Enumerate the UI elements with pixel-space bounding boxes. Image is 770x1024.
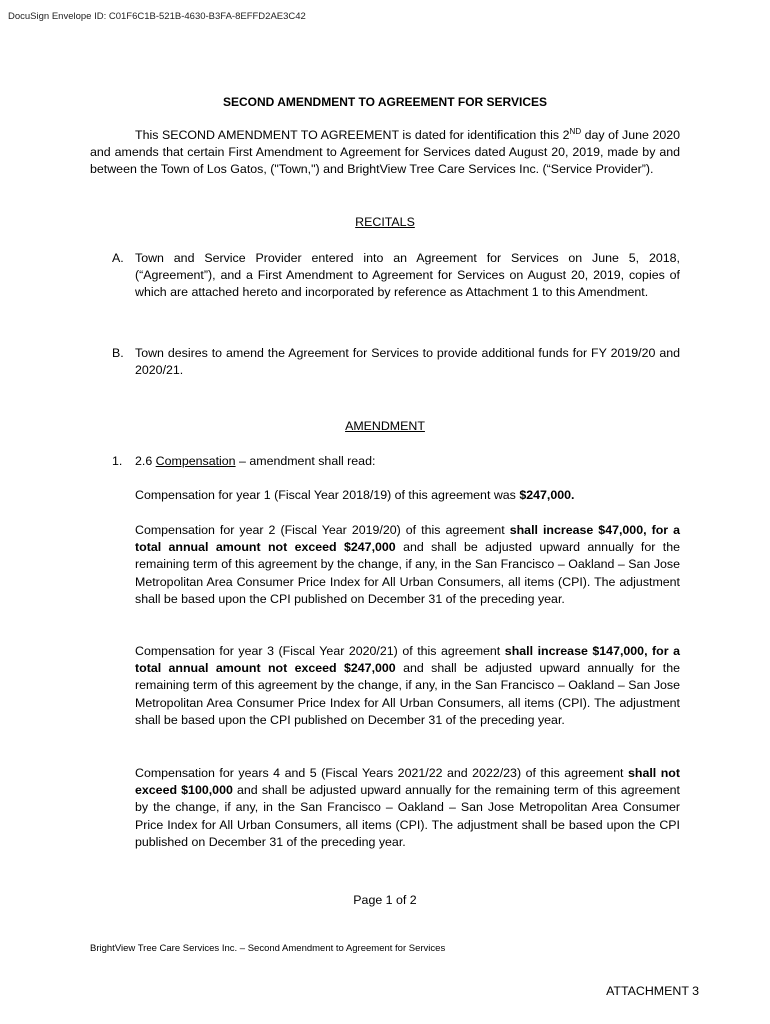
compensation-year-3	[135, 643, 680, 729]
compensation-years-4-5	[135, 765, 680, 851]
footer-text: BrightView Tree Care Services Inc. – Second Amendment to Agreement for Services	[90, 943, 446, 954]
attachment-label: ATTACHMENT 3	[606, 984, 699, 998]
compensation-term: Compensation	[155, 454, 236, 468]
compensation-year-2	[135, 522, 680, 608]
years-4-5-amount: shall not exceed $100,000	[135, 766, 680, 798]
recitals-heading: RECITALS	[355, 215, 415, 229]
compensation-year-1	[135, 487, 680, 504]
recital-a-text: Town and Service Provider entered into an Agreement for Services on June 5, 2018, (“Agreement”), and a First Amendment to Agreement for Services on August 20, 2019, copies of which are attached hereto and incorporated by reference as Attachment 1 to this Amendment.	[135, 251, 680, 300]
year-3-rest: and shall be adjusted upward annually for the remaining term of this agreement by the change, if any, in the San Francisco – Oakland – San Jose Metropolitan Area Consumer Price Index for All Urban Consumers, all items (CPI). The adjustment shall be based upon the CPI published on December 31 of the preceding year.	[135, 661, 680, 727]
year-2-text: Compensation for year 2 (Fiscal Year 2019/20) of this agreement	[135, 523, 510, 537]
year-1-text: Compensation for year 1 (Fiscal Year 2018/19) of this agreement was	[135, 488, 520, 502]
amendment-item-1-text	[135, 453, 680, 470]
year-1-amount: $247,000.	[519, 488, 575, 502]
recital-b-text: Town desires to amend the Agreement for Services to provide additional funds for FY 2019/20 and 2020/21.	[135, 346, 680, 378]
amendment-item-1-label: 1.	[112, 454, 123, 468]
intro-paragraph	[90, 127, 680, 179]
intro-text-2: day of June 2020 and amends that certain First Amendment to Agreement for Services dated August 20, 2019, made by and between the Town of Los Gatos, ("Town,") and BrightView Tree Care Services Inc. (“Service Provider”).	[90, 128, 681, 177]
years-4-5-rest: and shall be adjusted upward annually for the remaining term of this agreement by the change, if any, in the San Francisco – Oakland – San Jose Metropolitan Area Consumer Price Index for All Urban Consumers, all items (CPI). The adjustment shall be based upon the CPI published on December 31 of the preceding year.	[135, 783, 681, 849]
intro-superscript: ND	[569, 126, 582, 136]
year-3-amount: shall increase $147,000, for a total annual amount not exceed $247,000	[135, 644, 681, 676]
section-suffix: – amendment shall read:	[235, 454, 376, 468]
docusign-envelope-id: DocuSign Envelope ID: C01F6C1B-521B-4630-B3FA-8EFFD2AE3C42	[8, 11, 306, 22]
recital-a-label: A.	[112, 251, 124, 265]
section-number: 2.6	[135, 454, 156, 468]
recital-b-label: B.	[112, 346, 124, 360]
year-3-text: Compensation for year 3 (Fiscal Year 2020/21) of this agreement	[135, 644, 505, 658]
amendment-heading: AMENDMENT	[345, 419, 425, 433]
year-2-rest: and shall be adjusted upward annually for the remaining term of this agreement by the change, if any, in the San Francisco – Oakland – San Jose Metropolitan Area Consumer Price Index for All Urban Consumers, all items (CPI). The adjustment shall be based upon the CPI published on December 31 of the preceding year.	[135, 540, 680, 606]
year-2-amount: shall increase $47,000, for a total annual amount not exceed $247,000	[135, 523, 681, 555]
document-title: SECOND AMENDMENT TO AGREEMENT FOR SERVICES	[222, 95, 548, 109]
page-number: Page 1 of 2	[353, 893, 417, 907]
years-4-5-text: Compensation for years 4 and 5 (Fiscal Years 2021/22 and 2022/23) of this agreement	[135, 766, 628, 780]
intro-text-1: This SECOND AMENDMENT TO AGREEMENT is dated for identification this 2	[135, 128, 570, 142]
